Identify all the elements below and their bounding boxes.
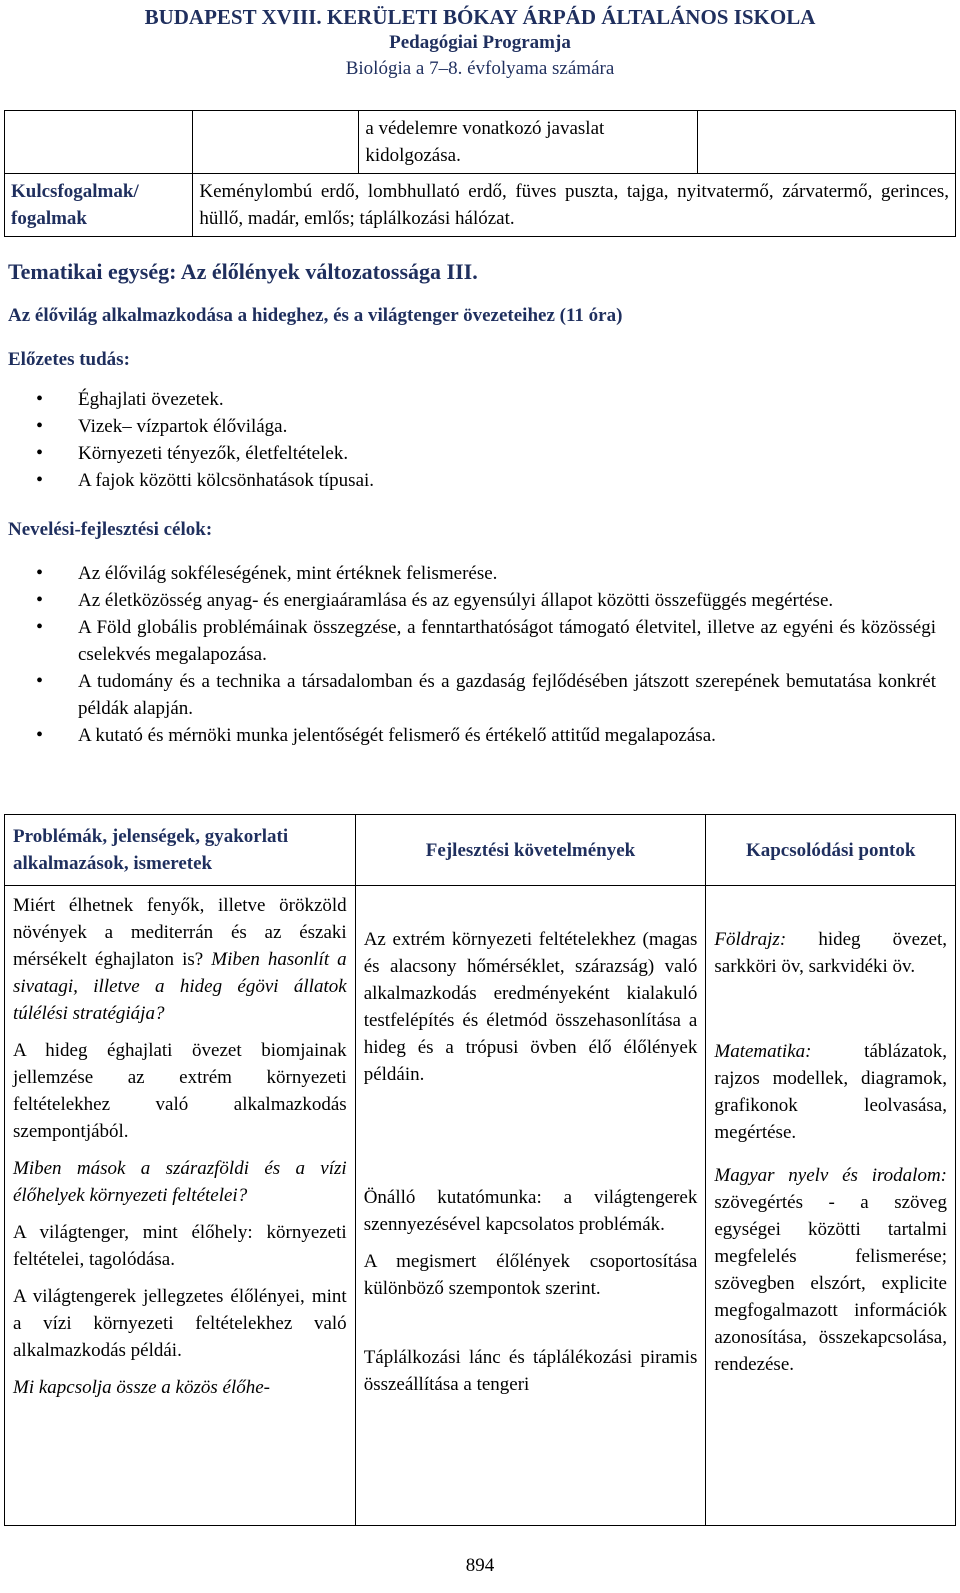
connections-cell — [706, 886, 956, 1526]
list-item: • Az élővilág sokféleségének, mint értéknek felismerése. — [36, 560, 936, 587]
unit-subtitle: Az élővilág alkalmazkodása a hideghez, és a világtenger övezeteihez (11 óra) — [8, 305, 623, 326]
empty-cell — [5, 111, 193, 174]
list-item: • Vizek– vízpartok élővilága. — [36, 413, 936, 440]
subject-line: Biológia a 7–8. évfolyama számára — [345, 58, 615, 79]
requirements-cell — [355, 886, 706, 1526]
table-row — [5, 886, 956, 1526]
knowledge-cell — [5, 886, 356, 1526]
paragraph: Az extrém környezeti feltételekhez (magas és alacsony hőmérséklet, szárazság) való alkalmazkodás eredményeként kialakuló testfelépítés és életmód összehasonlítása a hideg és a trópusi övben élő élőlények példáin. — [363, 929, 698, 1085]
empty-cell — [193, 111, 359, 174]
paragraph: Matematika: táblázatok, rajzos modellek, diagramok, grafikonok leolvasása, megértése. — [714, 1041, 947, 1143]
goals-heading: Nevelési-fejlesztési célok: — [8, 519, 213, 540]
paragraph: Táplálkozási lánc és táplálékozási piramis összeállítása a tengeri — [363, 1347, 698, 1395]
table-header-row — [5, 815, 956, 886]
program-name: Pedagógiai Programja — [389, 32, 571, 53]
column-header: Kapcsolódási pontok — [706, 815, 956, 886]
prior-knowledge-list — [36, 386, 936, 494]
paragraph: A világtenger, mint élőhely: környezeti feltételei, tagolódása. — [13, 1222, 347, 1270]
school-name: BUDAPEST XVIII. KERÜLETI BÓKAY ÁRPÁD ÁLTALÁNOS ISKOLA — [144, 5, 816, 29]
empty-cell — [698, 111, 956, 174]
paragraph: Földrajz: hideg övezet, sarkköri öv, sarkvidéki öv. — [714, 929, 948, 977]
page-header — [0, 4, 960, 82]
prior-knowledge-heading: Előzetes tudás: — [8, 349, 130, 370]
list-item: • A tudomány és a technika a társadalomban és a gazdaság fejlődésében játszott szerepének bemutatása konkrét példák alapján. — [36, 668, 936, 722]
continued-cell — [359, 111, 698, 174]
keywords-table — [4, 110, 956, 237]
column-header: Fejlesztési követelmények — [355, 815, 706, 886]
list-item: • A fajok közötti kölcsönhatások típusai. — [36, 467, 936, 494]
paragraph: Önálló kutatómunka: a világtengerek szennyezésével kapcsolatos problémák. — [363, 1187, 698, 1235]
keywords-text: Keménylombú erdő, lombhullató erdő, füves puszta, tajga, nyitvatermő, zárvatermő, gerinces, hüllő, madár, emlős; táplálkozási hálózat. — [193, 174, 956, 237]
continued-text: a védelemre vonatkozó javaslat — [365, 118, 605, 139]
table-row — [5, 174, 956, 237]
list-item: • Éghajlati övezetek. — [36, 386, 936, 413]
list-item: • A kutató és mérnöki munka jelentőségét felismerő és értékelő attitűd megalapozása. — [36, 722, 936, 749]
curriculum-table — [4, 814, 956, 1526]
paragraph: A világtengerek jellegzetes élőlényei, mint a vízi környezeti feltételekhez való alkalmazkodás példái. — [13, 1286, 347, 1361]
paragraph: Mi kapcsolja össze a közös élőhe- — [13, 1377, 270, 1398]
goals-list — [36, 560, 936, 749]
list-item: • Az életközösség anyag- és energiaáramlása és az egyensúlyi állapot közötti összefüggés megértése. — [36, 587, 936, 614]
unit-title: Tematikai egység: Az élőlények változatossága III. — [8, 259, 478, 284]
paragraph: A hideg éghajlati övezet biomjainak jellemzése az extrém környezeti feltételekhez való alkalmazkodás szempontjából. — [13, 1040, 347, 1142]
paragraph: Miért élhetnek fenyők, illetve örökzöld növények a mediterrán és az északi mérsékelt éghajlaton is? Miben hasonlít a sivatagi, illetve a hideg égövi állatok túlélési stratégiája? — [13, 895, 347, 1024]
page-number: 894 — [465, 1555, 495, 1576]
list-item: • A Föld globális problémáinak összegzése, a fenntarthatóságot támogató életvitel, illetve az egyéni és közösségi cselekvés megalapozása. — [36, 614, 936, 668]
continued-text: kidolgozása. — [365, 145, 461, 166]
table-row — [5, 111, 956, 174]
paragraph: A megismert élőlények csoportosítása különböző szempontok szerint. — [363, 1251, 698, 1299]
paragraph: Magyar nyelv és irodalom: szövegértés - a szöveg egységei közötti tartalmi megfelelés felismerése; szövegben elszórt, explicite megfogalmazott információk azonosítása, összekapcsolása, rendezése. — [714, 1165, 947, 1375]
list-item: • Környezeti tényezők, életfeltételek. — [36, 440, 936, 467]
column-header: Problémák, jelenségek, gyakorlati alkalmazások, ismeretek — [5, 815, 356, 886]
paragraph: Miben mások a szárazföldi és a vízi élőhelyek környezeti feltételei? — [13, 1158, 347, 1206]
keywords-label: Kulcsfogalmak/ fogalmak — [5, 174, 193, 237]
